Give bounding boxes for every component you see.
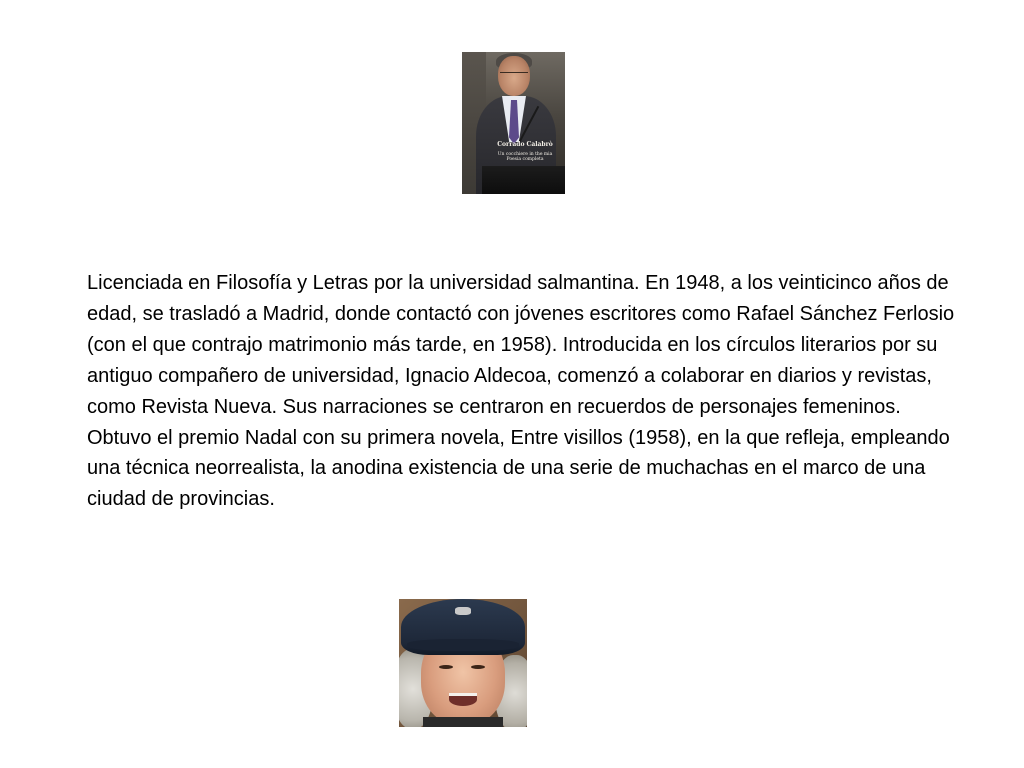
portrait-eye-left <box>439 665 453 669</box>
cover-text <box>486 142 564 162</box>
book-cover-image <box>462 52 565 194</box>
cover-author: Corrado Calabrò <box>497 141 553 148</box>
portrait-collar <box>423 717 503 727</box>
portrait-image <box>399 599 527 727</box>
cover-subtitle: Poesia completa <box>506 157 544 163</box>
cover-podium <box>482 166 565 194</box>
cover-title: Un cocchiere in the mia <box>497 151 553 157</box>
portrait-smile <box>449 693 477 706</box>
hat-brooch-icon <box>455 607 471 615</box>
portrait-eye-right <box>471 665 485 669</box>
portrait-hat-band <box>407 639 519 651</box>
cover-figure-glasses <box>500 72 528 81</box>
biography-paragraph: Licenciada en Filosofía y Letras por la universidad salmantina. En 1948, a los veinticinco años de edad, se trasladó a Madrid, donde contactó con jóvenes escritores como Rafael Sánchez Ferlosio (con el que contrajo matrimonio más tarde, en 1958). Introducida en los círculos literarios por su antiguo compañero de universidad, Ignacio Aldecoa, comenzó a colaborar en diarios y revistas, como Revista Nueva. Sus narraciones se centraron en recuerdos de personajes femeninos. Obtuvo el premio Nadal con su primera novela, Entre visillos (1958), en la que refleja, empleando una técnica neorrealista, la anodina existencia de una serie de muchachas en el marco de una ciudad de provincias. <box>87 272 955 511</box>
